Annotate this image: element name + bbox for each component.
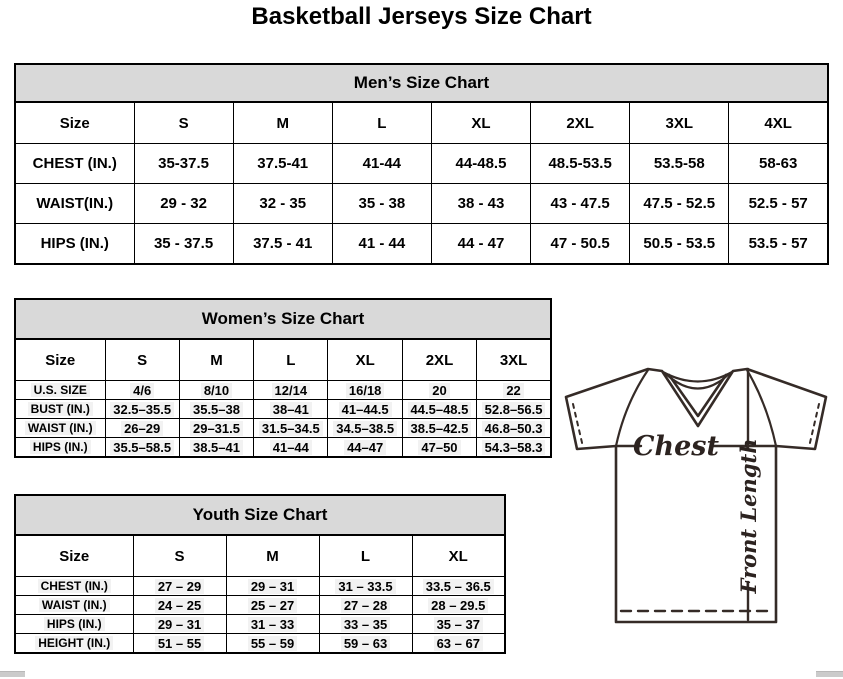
size-column-header: XL — [328, 339, 402, 381]
size-value-cell: 26–29 — [105, 419, 179, 438]
size-value-cell: 48.5-53.5 — [531, 144, 630, 184]
size-value-cell: 35.5–58.5 — [105, 438, 179, 458]
size-value-cell: 52.8–56.5 — [477, 400, 551, 419]
size-value-cell: 34.5–38.5 — [328, 419, 402, 438]
size-value-cell: 63 – 67 — [412, 634, 505, 654]
size-value-cell: 31 – 33 — [226, 615, 319, 634]
page-title: Basketball Jerseys Size Chart — [251, 3, 592, 30]
size-value-cell: 38 - 43 — [431, 184, 530, 224]
size-value-cell: 20 — [402, 381, 476, 400]
measurement-row — [15, 184, 828, 224]
size-value-cell: 31 – 33.5 — [319, 577, 412, 596]
size-value-cell: 8/10 — [179, 381, 253, 400]
measurement-row — [15, 438, 551, 458]
size-value-cell: 32 - 35 — [233, 184, 332, 224]
size-value-cell: 53.5-58 — [630, 144, 729, 184]
row-label: BUST (IN.) — [15, 400, 105, 419]
size-value-cell: 41-44 — [332, 144, 431, 184]
size-column-header: 2XL — [531, 102, 630, 144]
jersey-measurement-diagram — [562, 360, 842, 630]
measurement-row — [15, 419, 551, 438]
size-column-header: M — [179, 339, 253, 381]
row-label: CHEST (IN.) — [15, 144, 134, 184]
size-header-row — [15, 339, 551, 381]
row-label: U.S. SIZE — [15, 381, 105, 400]
h-scrollbar-thumb-left[interactable] — [0, 671, 25, 677]
size-value-cell: 35 – 37 — [412, 615, 505, 634]
size-column-header: Size — [15, 339, 105, 381]
size-value-cell: 27 – 28 — [319, 596, 412, 615]
size-value-cell: 35.5–38 — [179, 400, 253, 419]
size-value-cell: 37.5-41 — [233, 144, 332, 184]
size-header-row — [15, 102, 828, 144]
size-value-cell: 12/14 — [254, 381, 328, 400]
section-title: Men’s Size Chart — [15, 64, 828, 102]
size-value-cell: 16/18 — [328, 381, 402, 400]
size-value-cell: 35 - 37.5 — [134, 224, 233, 265]
row-label: HIPS (IN.) — [15, 224, 134, 265]
womens-size-table — [14, 298, 552, 458]
size-column-header: M — [226, 535, 319, 577]
size-value-cell: 44–47 — [328, 438, 402, 458]
size-value-cell: 22 — [477, 381, 551, 400]
size-value-cell: 25 – 27 — [226, 596, 319, 615]
size-value-cell: 41–44 — [254, 438, 328, 458]
youth-size-table — [14, 494, 506, 654]
size-value-cell: 52.5 - 57 — [729, 184, 828, 224]
section-title: Women’s Size Chart — [15, 299, 551, 339]
size-value-cell: 27 – 29 — [133, 577, 226, 596]
size-column-header: L — [332, 102, 431, 144]
right-armhole-seam — [747, 370, 776, 446]
size-column-header: M — [233, 102, 332, 144]
size-column-header: Size — [15, 102, 134, 144]
size-value-cell: 55 – 59 — [226, 634, 319, 654]
size-header-row — [15, 535, 505, 577]
size-column-header: S — [133, 535, 226, 577]
row-label: WAIST (IN.) — [15, 596, 133, 615]
size-value-cell: 28 – 29.5 — [412, 596, 505, 615]
size-value-cell: 47–50 — [402, 438, 476, 458]
size-column-header: 3XL — [477, 339, 551, 381]
row-label: HIPS (IN.) — [15, 615, 133, 634]
size-value-cell: 44 - 47 — [431, 224, 530, 265]
section-title-row — [15, 299, 551, 339]
size-value-cell: 47.5 - 52.5 — [630, 184, 729, 224]
row-label: WAIST (IN.) — [15, 419, 105, 438]
measurement-row — [15, 577, 505, 596]
size-value-cell: 29 – 31 — [226, 577, 319, 596]
size-column-header: Size — [15, 535, 133, 577]
size-value-cell: 29 – 31 — [133, 615, 226, 634]
size-column-header: L — [319, 535, 412, 577]
size-value-cell: 37.5 - 41 — [233, 224, 332, 265]
size-value-cell: 41–44.5 — [328, 400, 402, 419]
measurement-row — [15, 381, 551, 400]
size-value-cell: 33.5 – 36.5 — [412, 577, 505, 596]
measurement-row — [15, 400, 551, 419]
size-value-cell: 59 – 63 — [319, 634, 412, 654]
size-column-header: S — [105, 339, 179, 381]
size-value-cell: 29–31.5 — [179, 419, 253, 438]
size-value-cell: 54.3–58.3 — [477, 438, 551, 458]
size-value-cell: 29 - 32 — [134, 184, 233, 224]
size-value-cell: 53.5 - 57 — [729, 224, 828, 265]
size-value-cell: 33 – 35 — [319, 615, 412, 634]
measurement-row — [15, 596, 505, 615]
size-value-cell: 38.5–42.5 — [402, 419, 476, 438]
measurement-row — [15, 615, 505, 634]
size-value-cell: 31.5–34.5 — [254, 419, 328, 438]
size-value-cell: 44-48.5 — [431, 144, 530, 184]
h-scrollbar-thumb-right[interactable] — [816, 671, 843, 677]
size-column-header: XL — [412, 535, 505, 577]
size-column-header: 4XL — [729, 102, 828, 144]
size-value-cell: 47 - 50.5 — [531, 224, 630, 265]
size-value-cell: 41 - 44 — [332, 224, 431, 265]
chest-label: Chest — [633, 431, 719, 462]
size-value-cell: 24 – 25 — [133, 596, 226, 615]
row-label: HIPS (IN.) — [15, 438, 105, 458]
section-title-row — [15, 495, 505, 535]
jersey-outline — [566, 369, 826, 622]
size-column-header: L — [254, 339, 328, 381]
section-title: Youth Size Chart — [15, 495, 505, 535]
size-value-cell: 44.5–48.5 — [402, 400, 476, 419]
size-column-header: 2XL — [402, 339, 476, 381]
mens-size-table — [14, 63, 829, 265]
size-column-header: S — [134, 102, 233, 144]
measurement-row — [15, 144, 828, 184]
size-value-cell: 38–41 — [254, 400, 328, 419]
section-title-row — [15, 64, 828, 102]
size-value-cell: 50.5 - 53.5 — [630, 224, 729, 265]
size-value-cell: 35 - 38 — [332, 184, 431, 224]
size-value-cell: 46.8–50.3 — [477, 419, 551, 438]
size-value-cell: 35-37.5 — [134, 144, 233, 184]
row-label: WAIST(IN.) — [15, 184, 134, 224]
size-column-header: XL — [431, 102, 530, 144]
size-column-header: 3XL — [630, 102, 729, 144]
front-length-label: Front Length — [736, 438, 761, 594]
row-label: CHEST (IN.) — [15, 577, 133, 596]
size-value-cell: 38.5–41 — [179, 438, 253, 458]
row-label: HEIGHT (IN.) — [15, 634, 133, 654]
measurement-row — [15, 634, 505, 654]
size-value-cell: 51 – 55 — [133, 634, 226, 654]
measurement-row — [15, 224, 828, 265]
size-value-cell: 32.5–35.5 — [105, 400, 179, 419]
size-value-cell: 58-63 — [729, 144, 828, 184]
size-value-cell: 43 - 47.5 — [531, 184, 630, 224]
size-value-cell: 4/6 — [105, 381, 179, 400]
